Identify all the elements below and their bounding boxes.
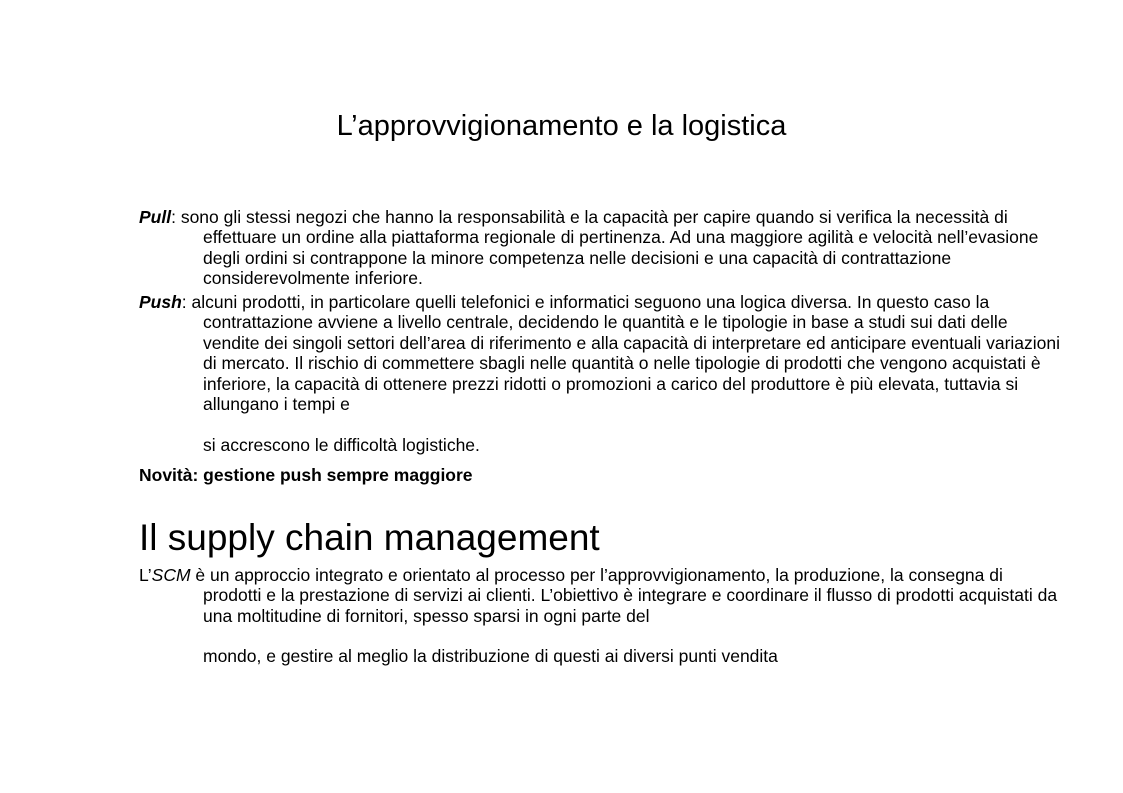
scm-text-end: mondo, e gestire al meglio la distribuzione di questi ai diversi punti vendita xyxy=(203,646,778,666)
scm-text: è un approccio integrato e orientato al processo per l’approvvigionamento, la produzione, la consegna di prodotti e la prestazione di servizi ai clienti. L’obiettivo è integrare e coordinare il flusso di prodotti acquistati da una moltitudine di fornitori, spesso sparsi in ogni parte del xyxy=(190,565,1058,626)
push-paragraph xyxy=(139,292,1063,414)
push-text: : alcuni prodotti, in particolare quelli telefonici e informatici seguono una logica diversa. In questo caso la contrattazione avviene a livello centrale, decidendo le quantità e le tipologie in base a studi sui dati delle vendite dei singoli settori dell’area di riferimento e alla capacità di interpretare ed anticipare eventuali variazioni di mercato. Il rischio di commettere sbagli nelle quantità o nelle tipologie di prodotti che vengono acquistati è inferiore, la capacità di ottenere prezzi ridotti o promozioni a carico del produttore è più elevata, tuttavia si allungano i tempi e xyxy=(181,292,1061,415)
pull-term: Pull xyxy=(139,207,172,227)
push-text-end: si accrescono le difficoltà logistiche. xyxy=(203,435,480,455)
scm-paragraph xyxy=(139,565,1063,626)
scm-term: SCM xyxy=(151,565,191,585)
push-term: Push xyxy=(139,292,182,312)
page-title: L’approvvigionamento e la logistica xyxy=(336,110,787,142)
section-heading: Il supply chain management xyxy=(139,517,600,558)
pull-paragraph xyxy=(139,207,1063,289)
scm-prefix: L’ xyxy=(139,565,152,585)
pull-text: : sono gli stessi negozi che hanno la responsabilità e la capacità per capire quando si verifica la necessità di effettuare un ordine alla piattaforma regionale di pertinenza. Ad una maggiore agilità e velocità nell’evasione degli ordini si contrappone la minore competenza nelle decisioni e una capacità di contrattazione considerevolmente inferiore. xyxy=(171,207,1039,289)
novita-note: Novità: gestione push sempre maggiore xyxy=(139,465,473,485)
